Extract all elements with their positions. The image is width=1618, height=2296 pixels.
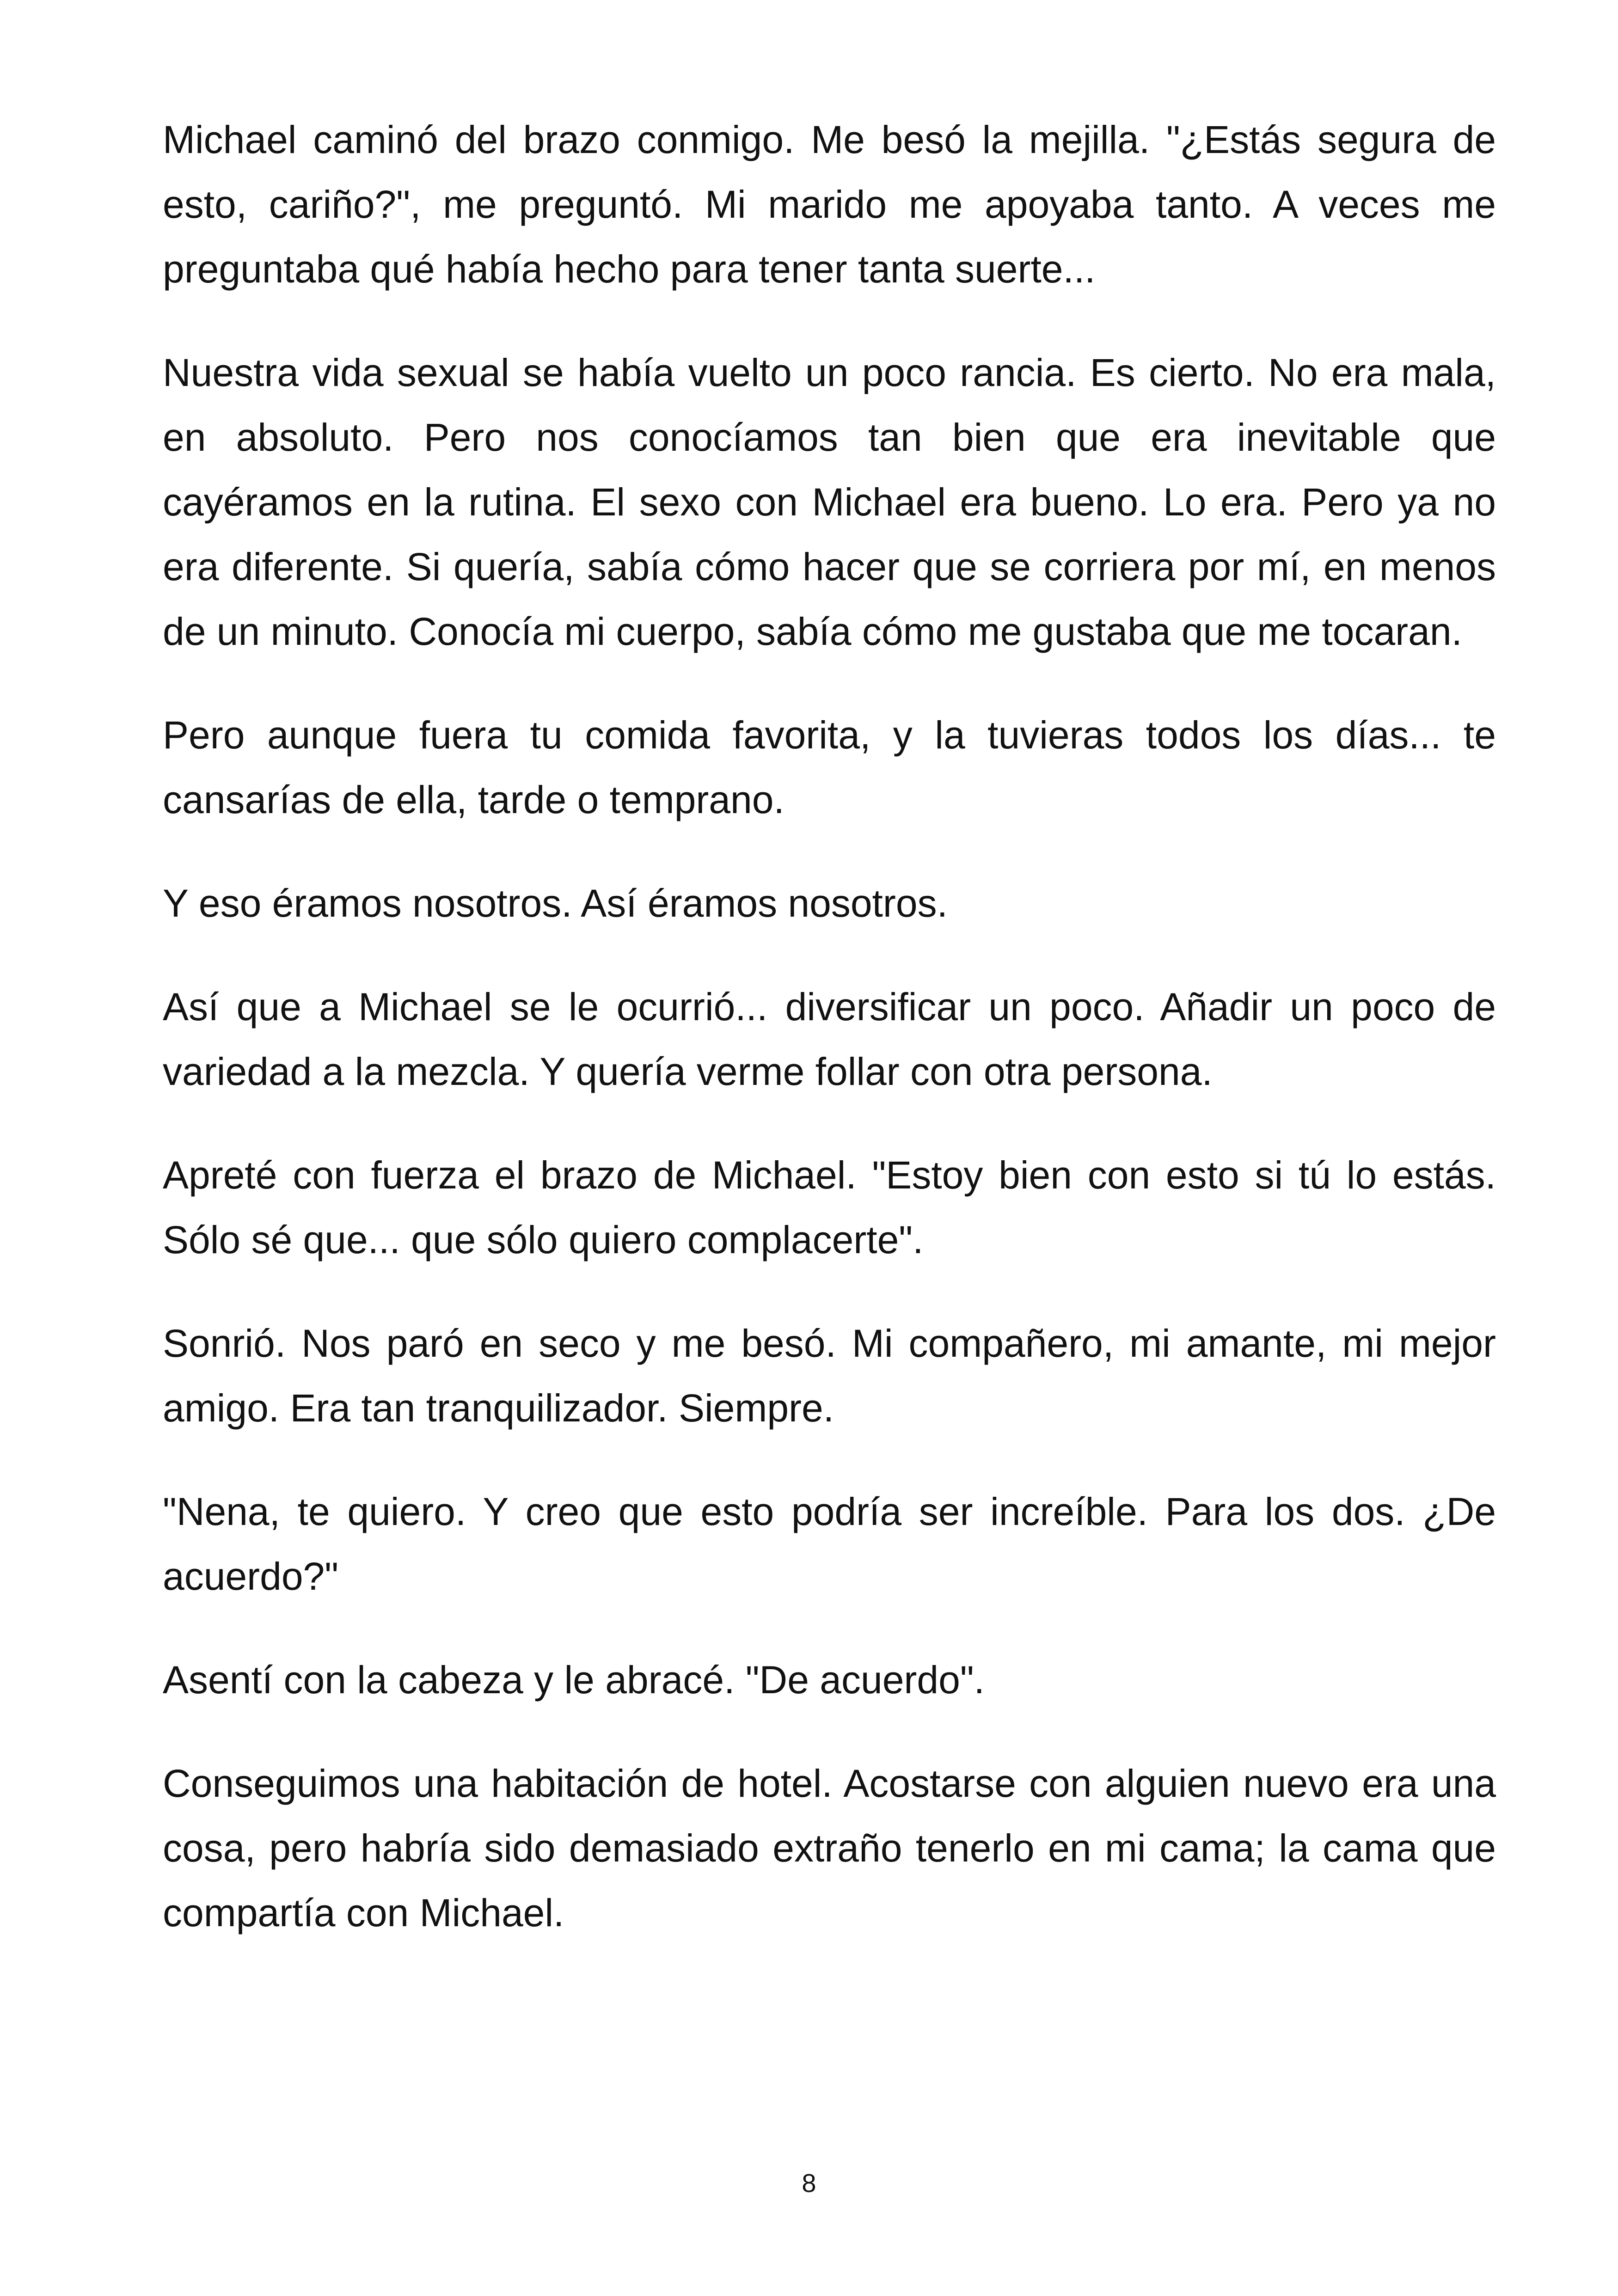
page-number: 8 <box>802 2168 816 2198</box>
paragraph: Apreté con fuerza el brazo de Michael. "Estoy bien con esto si tú lo estás. Sólo sé que... que sólo quiero complacerte". <box>163 1153 1496 1261</box>
paragraph: Así que a Michael se le ocurrió... diversificar un poco. Añadir un poco de variedad a la mezcla. Y quería verme follar con otra persona. <box>163 985 1496 1093</box>
paragraph: Pero aunque fuera tu comida favorita, y la tuvieras todos los días... te cansarías de ella, tarde o temprano. <box>163 713 1496 821</box>
paragraph: Nuestra vida sexual se había vuelto un poco rancia. Es cierto. No era mala, en absoluto. Pero nos conocíamos tan bien que era inevitable que cayéramos en la rutina. El sexo con Michael era bueno. Lo era. Pero ya no era diferente. Si quería, sabía cómo hacer que se corriera por mí, en menos de un minuto. Conocía mi cuerpo, sabía cómo me gustaba que me tocaran. <box>163 351 1496 653</box>
paragraph: Asentí con la cabeza y le abracé. "De acuerdo". <box>163 1658 985 1702</box>
body-text <box>163 107 1496 1984</box>
paragraph: "Nena, te quiero. Y creo que esto podría ser increíble. Para los dos. ¿De acuerdo?" <box>163 1490 1496 1598</box>
paragraph: Y eso éramos nosotros. Así éramos nosotros. <box>163 882 948 925</box>
paragraph: Conseguimos una habitación de hotel. Acostarse con alguien nuevo era una cosa, pero habría sido demasiado extraño tenerlo en mi cama; la cama que compartía con Michael. <box>163 1762 1496 1935</box>
paragraph: Sonrió. Nos paró en seco y me besó. Mi compañero, mi amante, mi mejor amigo. Era tan tranquilizador. Siempre. <box>163 1322 1496 1430</box>
paragraph: Michael caminó del brazo conmigo. Me besó la mejilla. "¿Estás segura de esto, cariño?", me preguntó. Mi marido me apoyaba tanto. A veces me preguntaba qué había hecho para tener tanta suerte... <box>163 118 1496 291</box>
